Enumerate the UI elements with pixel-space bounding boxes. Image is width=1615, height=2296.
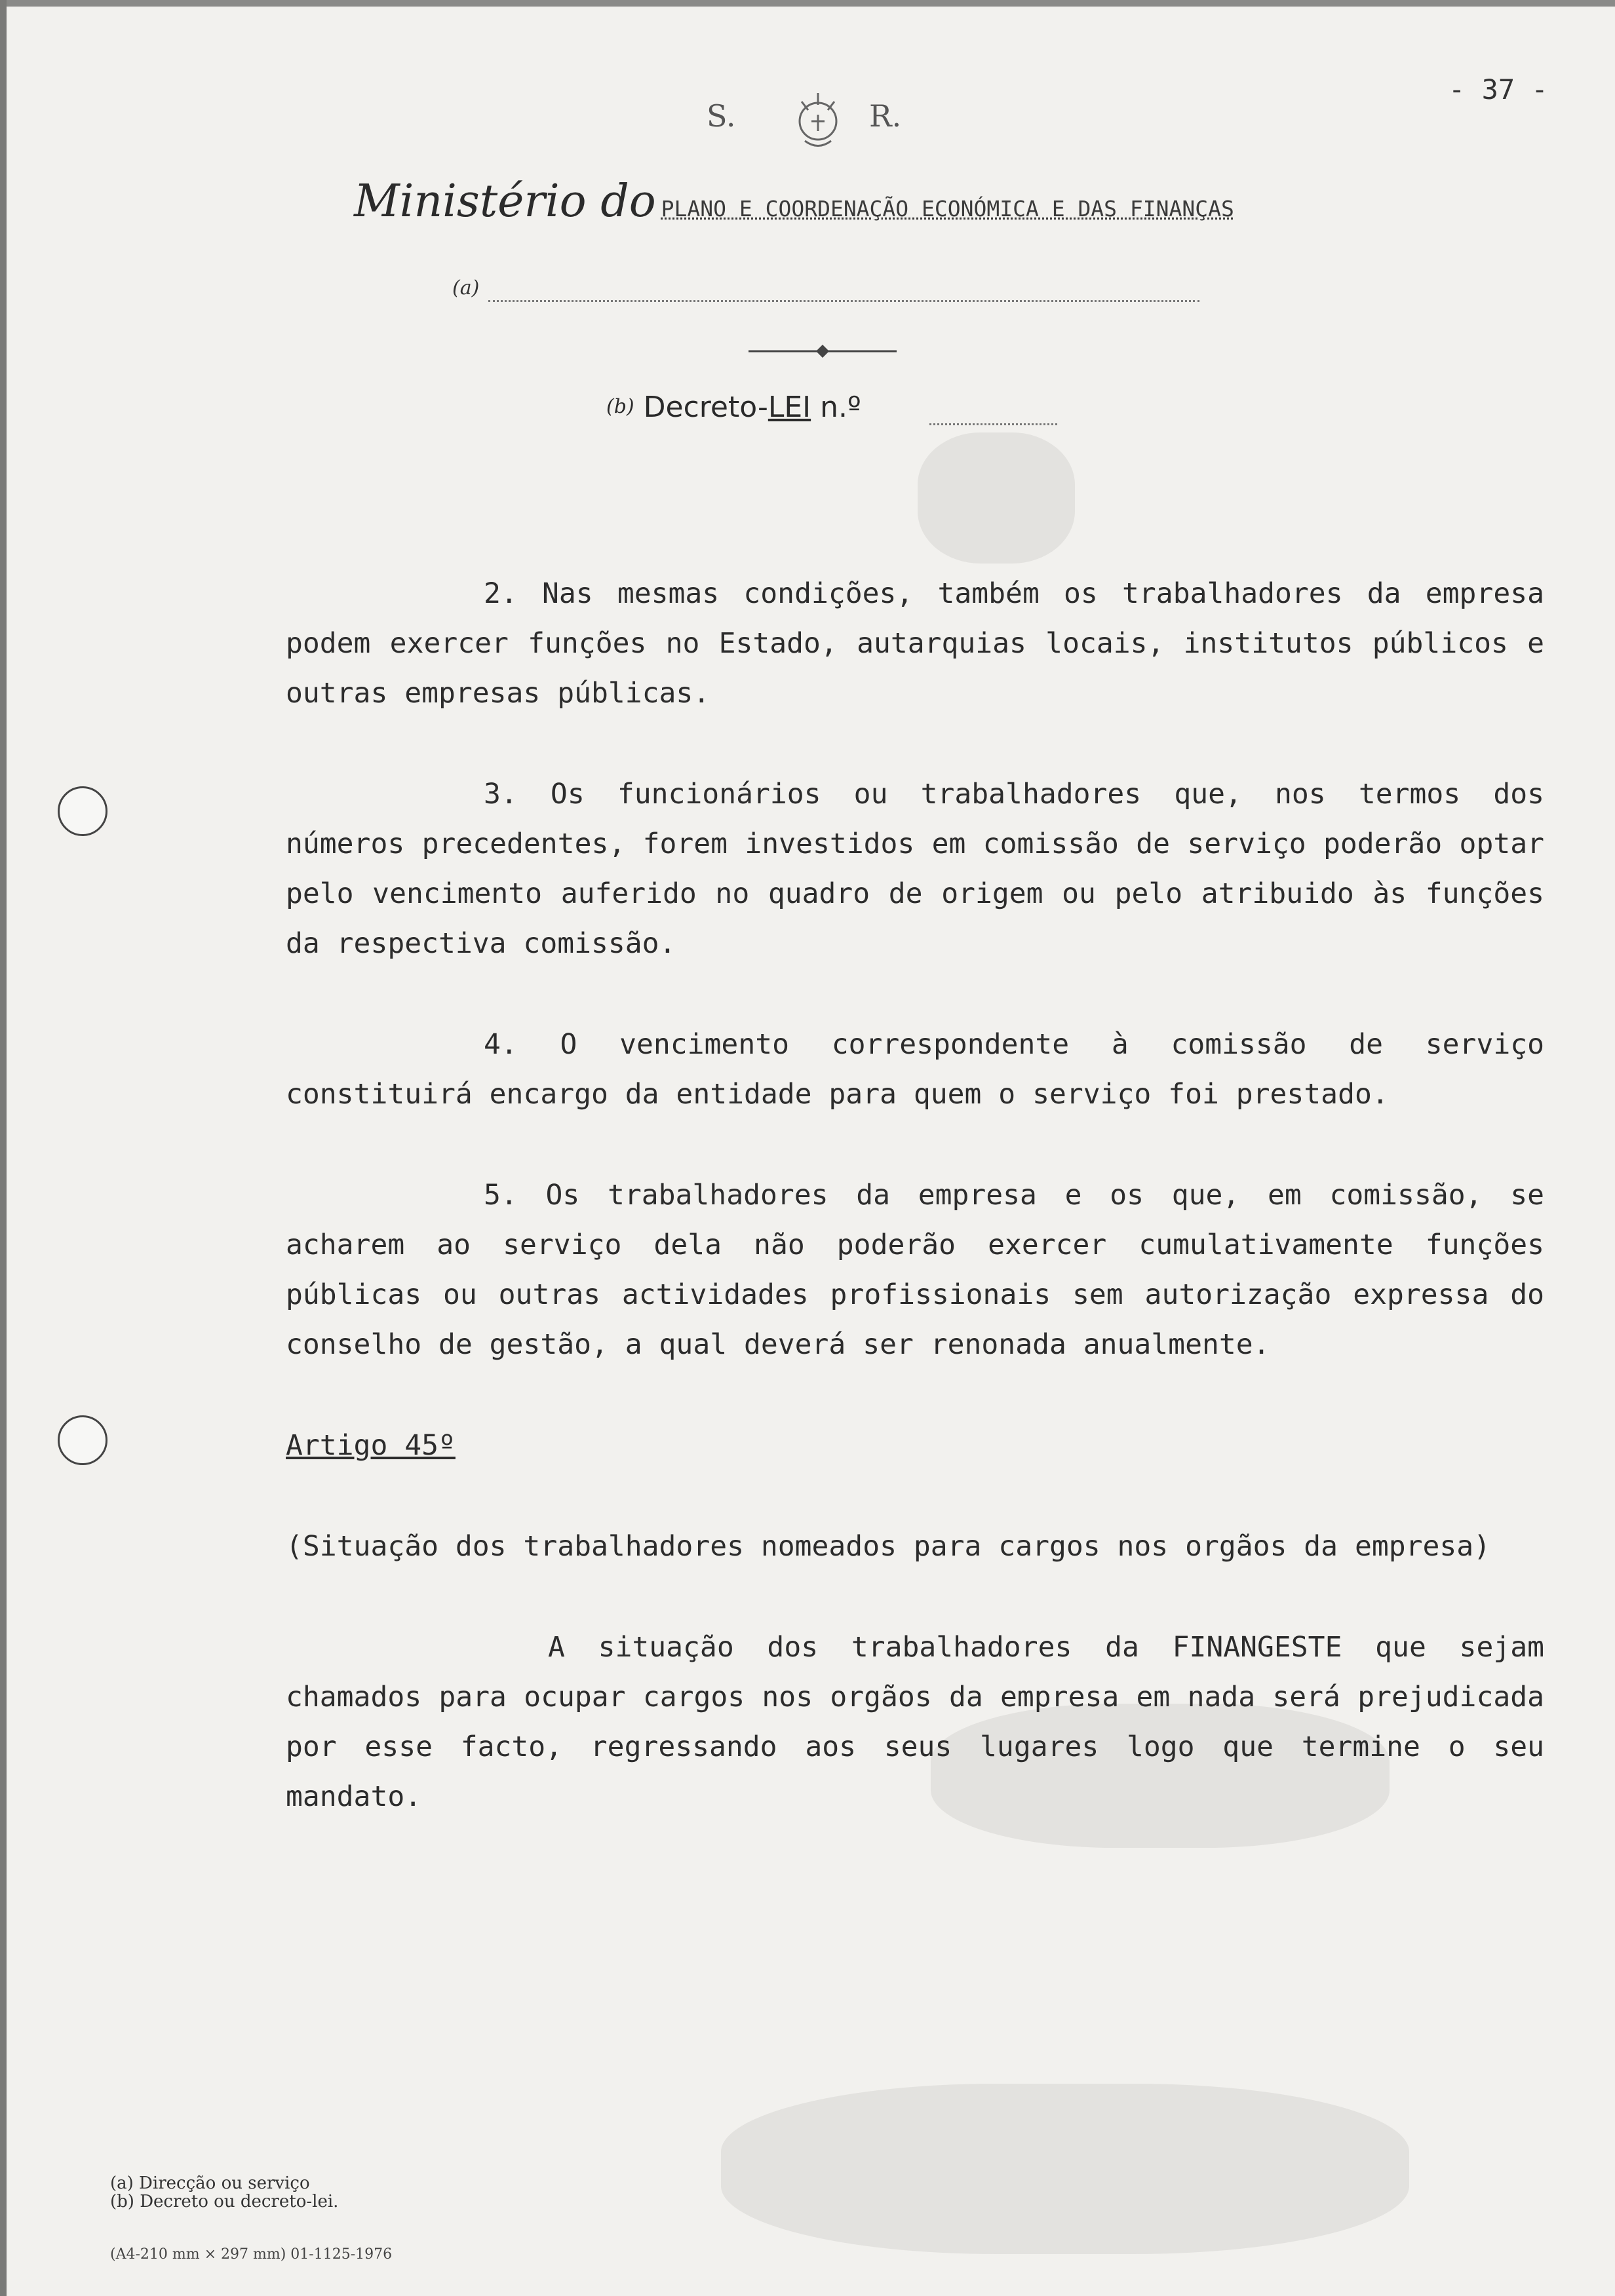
punch-hole (58, 786, 107, 836)
seal-stamp (700, 85, 936, 157)
scan-edge-top (0, 0, 1615, 7)
coat-of-arms-icon (772, 85, 864, 157)
field-a-line (488, 300, 1199, 302)
seal-letter-left: S. (707, 98, 736, 134)
ministry-letterhead (354, 176, 1234, 227)
decree-prefix: Decreto- (643, 391, 768, 424)
document-body (286, 569, 1544, 1873)
footnotes (110, 2174, 338, 2211)
decree-number-line (929, 423, 1057, 425)
page-number: - 37 - (1449, 73, 1548, 105)
ministry-label: Ministério do (354, 176, 656, 227)
ornament-divider-icon (747, 338, 898, 364)
paragraph-5: 5. Os trabalhadores da empresa e os que, em comissão, se acharem ao serviço dela não poderão exercer cumulativamente funções públicas ou outras actividades profissionais sem autorização expressa do conselho de gestão, a qual deverá ser renonada anualmente. (286, 1179, 1544, 1361)
decree-line-text (606, 391, 861, 424)
paragraph-4: 4. O vencimento correspondente à comissão de serviço constituirá encargo da entidade para quem o serviço foi prestado. (286, 1028, 1544, 1111)
seal-letter-right: R. (869, 98, 902, 134)
article-heading: (Situação dos trabalhadores nomeados para cargos nos orgãos da empresa) (286, 1530, 1491, 1563)
paragraph-2: 2. Nas mesmas condições, também os trabalhadores da empresa podem exercer funções no Estado, autarquias locais, institutos públicos e outras empresas públicas. (286, 577, 1544, 710)
footnote-a: (a) Direcção ou serviço (110, 2173, 310, 2193)
article-title: Artigo 45º (286, 1429, 456, 1462)
article-body: A situação dos trabalhadores da FINANGESTE que sejam chamados para ocupar cargos nos orgãos da empresa em nada será prejudicada por esse facto, regressando aos seus lugares logo que termine o seu mandato. (286, 1631, 1544, 1813)
punch-hole (58, 1415, 107, 1465)
footnote-b: (b) Decreto ou decreto-lei. (110, 2192, 339, 2211)
decree-type: LEI (768, 391, 811, 424)
paragraph-3: 3. Os funcionários ou trabalhadores que, nos termos dos números precedentes, forem investidos em comissão de serviço poderão optar pelo vencimento auferido no quadro de origem ou pelo atribuido às funções da respectiva comissão. (286, 778, 1544, 960)
decree-marker: (b) (606, 395, 634, 418)
decree-suffix: n.º (811, 391, 861, 424)
form-code: (A4-210 mm × 297 mm) 01-1125-1976 (110, 2246, 393, 2263)
field-a-marker: (a) (452, 277, 480, 299)
scan-smudge (721, 2084, 1409, 2254)
scan-edge-left (0, 0, 7, 2296)
ministry-name: PLANO E COORDENAÇÃO ECONÓMICA E DAS FINANÇAS (661, 196, 1234, 221)
scan-smudge (918, 432, 1075, 564)
